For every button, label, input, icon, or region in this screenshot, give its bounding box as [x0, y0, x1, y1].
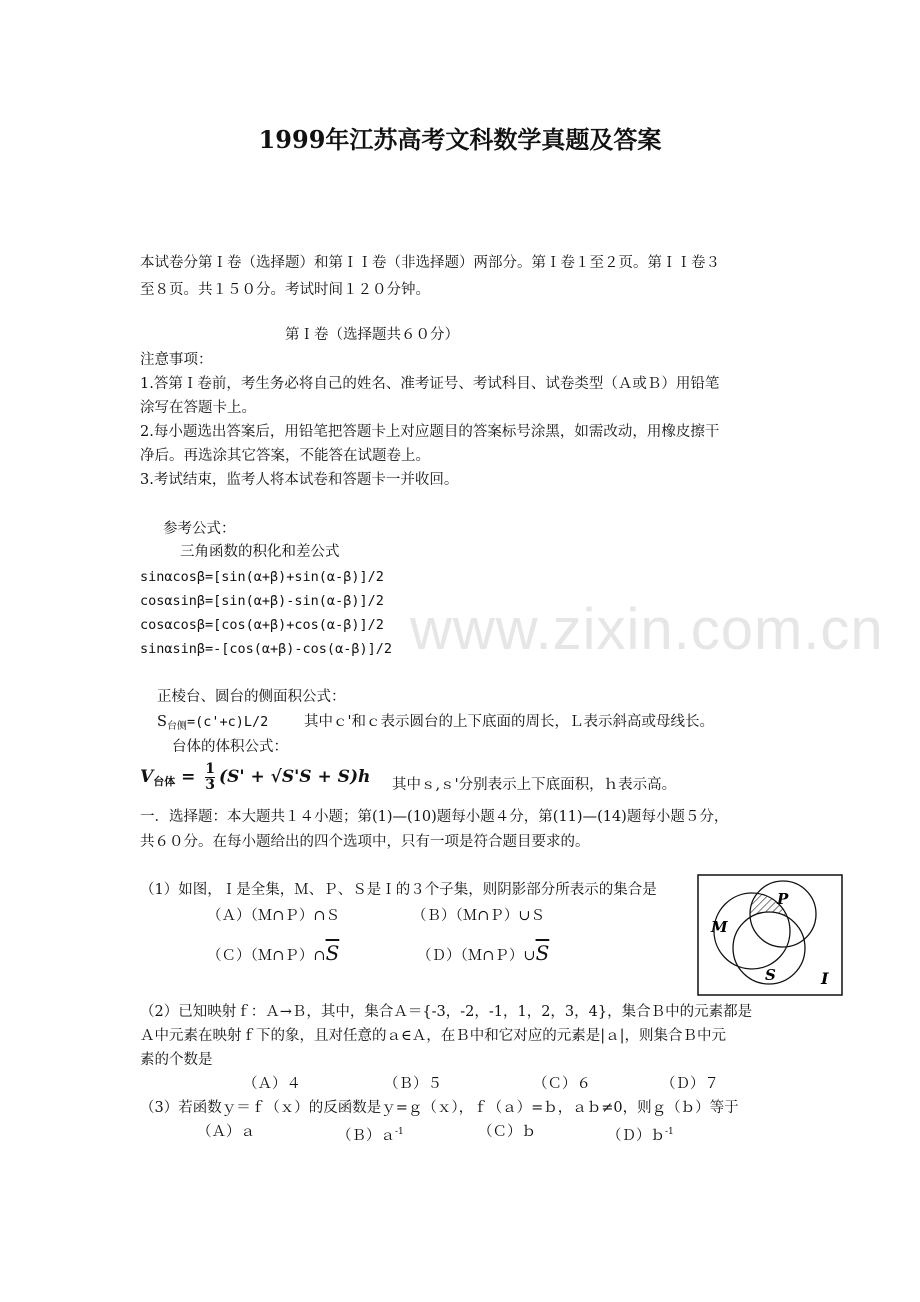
volume-denominator: 3 [205, 777, 216, 793]
lateral-note: 其中ｃ'和ｃ表示圆台的上下底面的周长，Ｌ表示斜高或母线长。 [304, 714, 714, 730]
note-3: 3.考试结束，监考人将本试卷和答题卡一并收回。 [140, 472, 459, 488]
q3-option-d-exponent: -1 [665, 1127, 674, 1137]
part1-heading: 第Ｉ卷（选择题共６０分） [285, 327, 459, 343]
q2-option-a: （Ａ）４ [243, 1076, 301, 1092]
intro-line-1: 本试卷分第Ｉ卷（选择题）和第ＩＩ卷（非选择题）两部分。第Ｉ卷１至２页。第ＩＩ卷３ [140, 255, 720, 271]
lateral-formula [157, 712, 268, 737]
volume-fraction [205, 762, 215, 793]
note-2a: 2.每小题选出答案后，用铅笔把答题卡上对应题目的答案标号涂黑，如需改动，用橡皮擦干 [140, 424, 720, 440]
q1-option-c-prefix: （Ｃ）（Ｍ∩Ｐ）∩ [207, 948, 326, 964]
q1-option-d [417, 943, 549, 966]
watermark: www.zixin.com.cn [410, 597, 884, 662]
note-1b: 涂写在答题卡上。 [140, 400, 256, 416]
section1-line-1: 一．选择题：本大题共１４小题；第(1)—(10)题每小题４分，第(11)—(14)题每小题５分， [140, 809, 729, 825]
page-title: 1999年江苏高考文科数学真题及答案 [258, 125, 662, 154]
volume-equals: = [181, 767, 196, 787]
volume-heading: 台体的体积公式： [172, 739, 288, 755]
trig-heading: 三角函数的积化和差公式 [180, 544, 340, 560]
q2-option-c: （Ｃ）６ [533, 1076, 591, 1092]
q3-option-d-base: （Ｄ）ｂ [607, 1128, 665, 1144]
venn-label-m: M [711, 918, 728, 936]
trig-formula-2: cosαsinβ=[sin(α+β)-sin(α-β)]/2 [140, 593, 384, 609]
trig-formula-3: cosαcosβ=[cos(α+β)+cos(α-β)]/2 [140, 617, 384, 633]
volume-subscript: 台体 [153, 775, 176, 788]
note-1a: 1.答第Ｉ卷前，考生务必将自己的姓名、准考证号、考试科目、试卷类型（Ａ或Ｂ）用铅笔 [140, 376, 720, 392]
intro-line-2: 至８页。共１５０分。考试时间１２０分钟。 [140, 282, 430, 298]
venn-diagram [697, 874, 843, 996]
q2-option-d: （Ｄ）７ [661, 1076, 719, 1092]
q1-option-d-prefix: （Ｄ）（Ｍ∩Ｐ）∪ [417, 948, 536, 964]
lateral-s: S [157, 714, 167, 730]
venn-label-i: I [821, 969, 829, 988]
q3-option-b [337, 1122, 404, 1146]
volume-body: (S' + √S'S + S)h [219, 767, 371, 787]
q2-line-2: Ａ中元素在映射ｆ下的象，且对任意的ａ∈Ａ，在Ｂ中和它对应的元素是|ａ|，则集合Ｂ中元 [140, 1028, 727, 1044]
venn-label-p: P [777, 890, 789, 908]
trig-formula-1: sinαcosβ=[sin(α+β)+sin(α-β)]/2 [140, 569, 384, 585]
venn-label-s: S [765, 966, 776, 984]
q3-option-b-exponent: -1 [395, 1127, 404, 1137]
trig-formula-4: sinαsinβ=-[cos(α+β)-cos(α-β)]/2 [140, 641, 392, 657]
q3-option-a: （Ａ）ａ [197, 1124, 255, 1140]
q1-option-c-bar-s: $\overline{S}$ [325, 941, 340, 965]
q1-option-a: （Ａ）（Ｍ∩Ｐ）∩Ｓ [207, 908, 341, 924]
note-2b: 净后。再选涂其它答案，不能答在试题卷上。 [140, 448, 430, 464]
section1-line-2: 共６０分。在每小题给出的四个选项中，只有一项是符合题目要求的。 [140, 834, 590, 850]
formulas-heading: 参考公式： [163, 521, 236, 537]
q3-stem: （3）若函数ｙ＝ｆ（ｘ）的反函数是ｙ=ｇ（ｘ），ｆ（ａ）=ｂ，ａｂ≠0，则ｇ（ｂ）等于 [140, 1100, 739, 1116]
q2-line-3: 素的个数是 [140, 1052, 213, 1068]
q3-option-d [607, 1122, 674, 1146]
notes-heading: 注意事项： [140, 352, 213, 368]
q3-option-c: （Ｃ）ｂ [478, 1124, 536, 1140]
volume-note: 其中ｓ,ｓ'分别表示上下底面积，ｈ表示高。 [392, 777, 677, 793]
lateral-subscript: 台侧 [166, 721, 187, 732]
q3-option-b-base: （Ｂ）ａ [337, 1128, 395, 1144]
volume-formula [140, 762, 370, 793]
q1-option-d-bar-s: $\overline{S}$ [535, 941, 550, 965]
q1-option-b: （Ｂ）（Ｍ∩Ｐ）∪Ｓ [412, 908, 546, 924]
q1-stem: （1）如图，Ｉ是全集，Ｍ、Ｐ、Ｓ是Ｉ的３个子集，则阴影部分所表示的集合是 [140, 882, 657, 898]
volume-v: V [140, 767, 154, 787]
q1-option-c [207, 943, 339, 966]
lateral-heading: 正棱台、圆台的侧面积公式： [157, 689, 346, 705]
volume-numerator: 1 [205, 761, 216, 777]
q2-line-1: （2）已知映射ｆ：Ａ→Ｂ，其中，集合Ａ＝{-3，-2，-1，1，2，3，4}，集合Ｂ中的元素都是 [140, 1004, 753, 1020]
q2-option-b: （Ｂ）５ [384, 1076, 442, 1092]
lateral-rest: =(c'+c)L/2 [186, 714, 269, 730]
